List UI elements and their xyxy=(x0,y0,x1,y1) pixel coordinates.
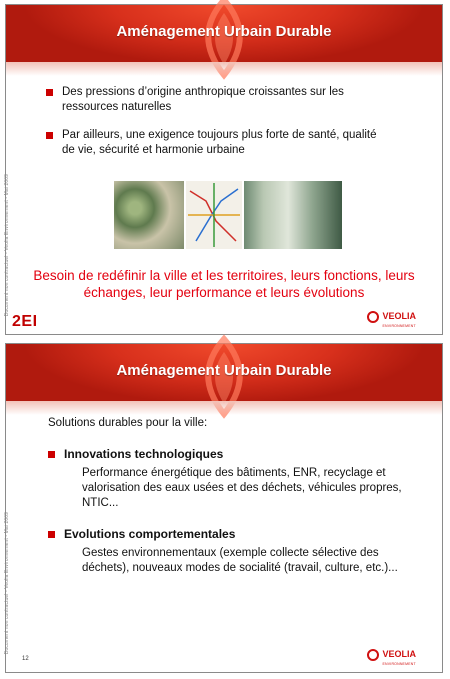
slide-title: Aménagement Urbain Durable xyxy=(116,23,332,40)
slide-1 xyxy=(5,4,443,335)
page-number: 12 xyxy=(22,656,29,662)
section-heading-row xyxy=(48,447,223,461)
section-heading: Evolutions comportementales xyxy=(64,527,236,541)
bullet-text: Par ailleurs, une exigence toujours plus forte de santé, qualité de vie, sécurité et harmonie urbaine xyxy=(62,129,377,156)
veolia-logo-subtext: ENVIRONNEMENT xyxy=(382,324,416,328)
section-heading: Innovations technologiques xyxy=(64,447,224,461)
side-note: Document non contractuel - Veolia Environnement - Mai 2009 xyxy=(4,173,10,316)
slide-title: Aménagement Urbain Durable xyxy=(116,362,332,379)
veolia-logo xyxy=(367,644,416,666)
photo-strip xyxy=(114,181,344,249)
slide-header xyxy=(6,5,442,62)
veolia-mark-icon xyxy=(367,311,379,323)
section-detail: Gestes environnementaux (exemple collecte sélective des déchets), nouveaux modes de socialité (travail, culture, etc.)... xyxy=(82,547,398,574)
veolia-mark-icon xyxy=(367,649,379,661)
side-note: Document non contractuel - Veolia Environnement - Mai 2009 xyxy=(4,511,10,654)
bullet-text: Des pressions d’origine anthropique croissantes sur les ressources naturelles xyxy=(62,86,344,113)
header-fade xyxy=(6,401,442,415)
section-detail: Performance énergétique des bâtiments, ENR, recyclage et valorisation des eaux usées et des déchets, véhicules propres, NTIC... xyxy=(82,467,402,509)
train-interior-image xyxy=(244,181,342,249)
bullet-square-icon xyxy=(46,132,53,139)
section-heading-row xyxy=(48,527,235,541)
veolia-logo-text: VEOLIA xyxy=(382,311,416,321)
veolia-logo-subtext: ENVIRONNEMENT xyxy=(382,662,416,666)
2ei-logo: 2EI xyxy=(12,313,38,330)
slide-2 xyxy=(5,343,443,673)
bullet-square-icon xyxy=(48,451,55,458)
veolia-logo xyxy=(367,306,416,328)
slide-header xyxy=(6,344,442,401)
header-fade xyxy=(6,62,442,76)
transit-map-image xyxy=(186,181,242,249)
intro-text: Solutions durables pour la ville: xyxy=(48,417,208,429)
bullet-item xyxy=(46,85,386,115)
bullet-square-icon xyxy=(48,531,55,538)
bullet-item xyxy=(46,128,386,158)
conclusion-text: Besoin de redéfinir la ville et les territoires, leurs fonctions, leurs échanges, leur performance et leurs évolutions xyxy=(33,268,415,300)
aerial-city-image xyxy=(114,181,184,249)
bullet-square-icon xyxy=(46,89,53,96)
veolia-logo-text: VEOLIA xyxy=(382,649,416,659)
